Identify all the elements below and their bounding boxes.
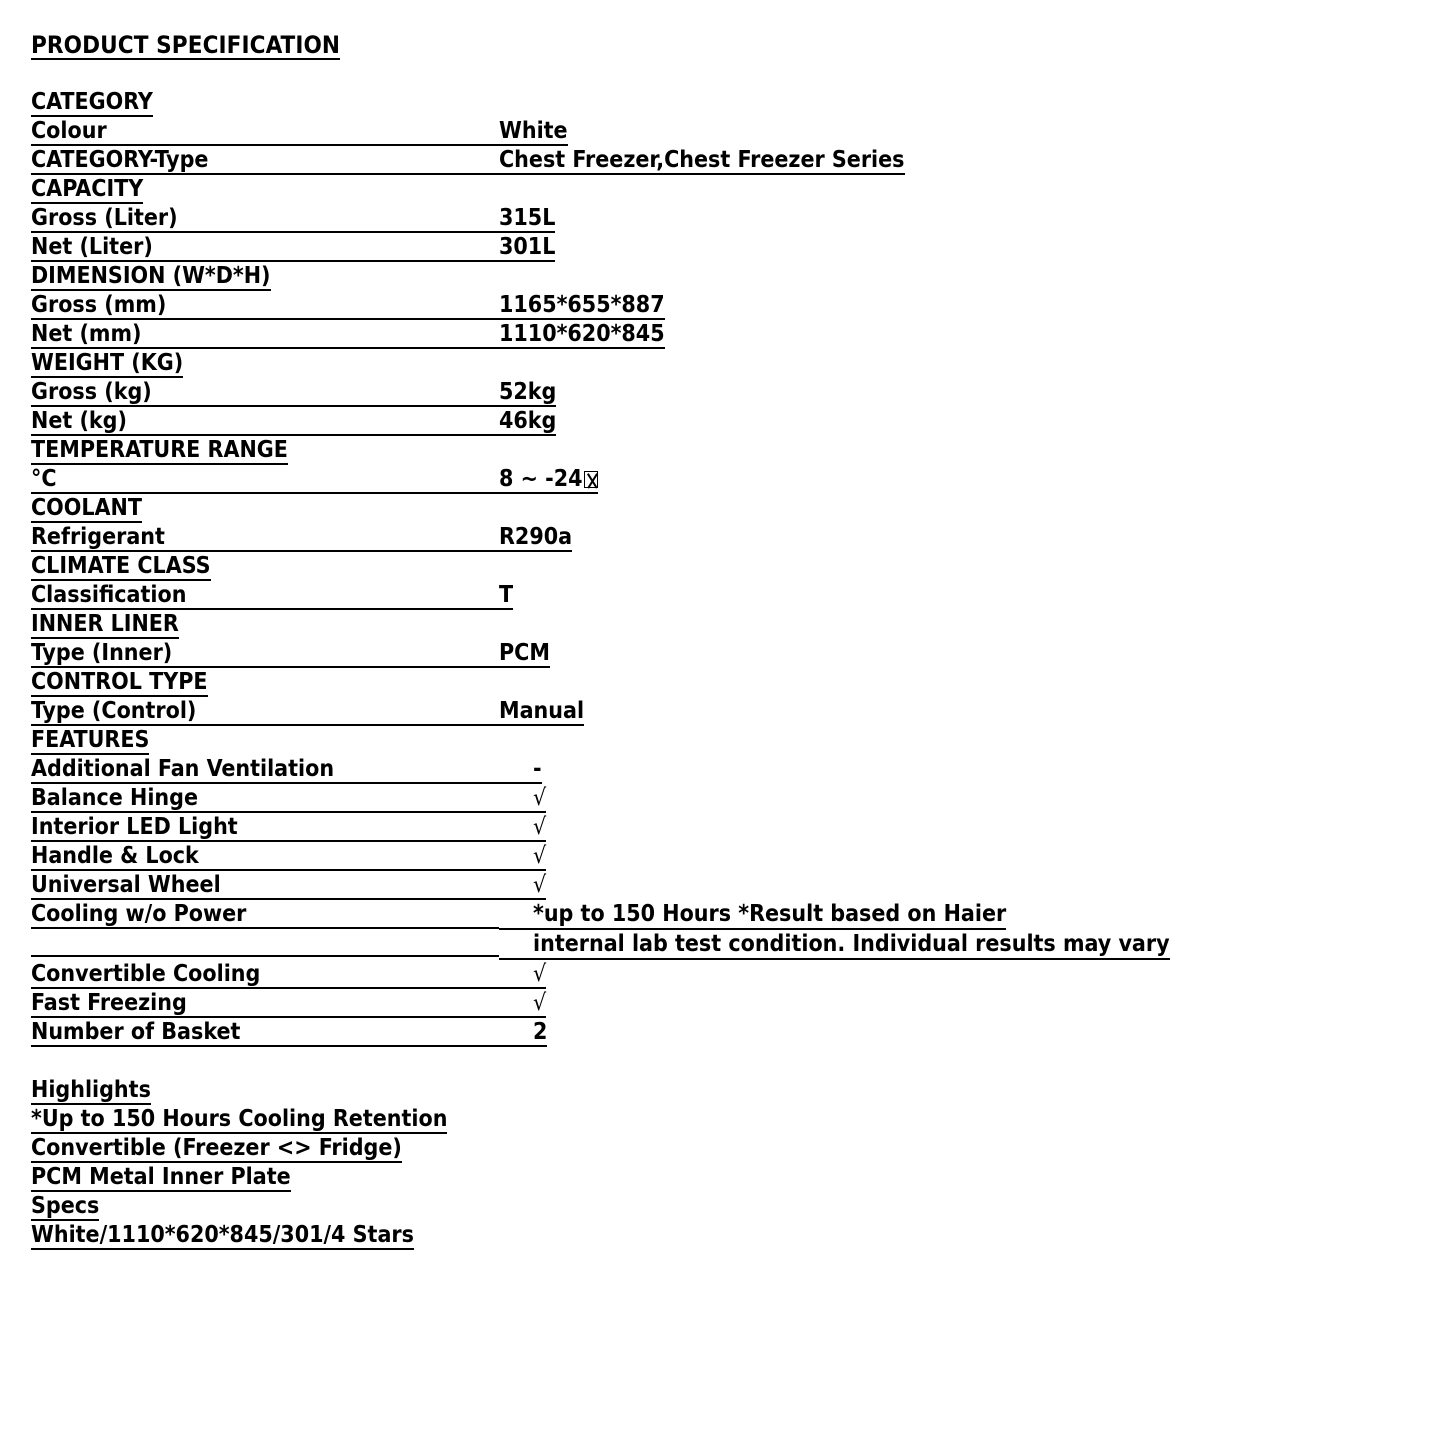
row-label-cell [31, 466, 499, 495]
table-row [31, 1019, 1206, 1048]
row-label: Colour [31, 118, 499, 146]
specs-heading: Specs [31, 1193, 100, 1219]
table-row [31, 872, 1206, 901]
row-value-cell [499, 408, 1206, 437]
row-value-cell [499, 1019, 1206, 1048]
row-value: Chest Freezer,Chest Freezer Series [499, 147, 905, 173]
row-value-check: √ [499, 814, 546, 842]
row-label: Net (mm) [31, 321, 499, 349]
row-label-cell [31, 321, 499, 350]
row-value: 2 [499, 1019, 547, 1047]
row-value-cell [499, 843, 1206, 872]
row-label-cell [31, 118, 499, 147]
row-label: Net (Liter) [31, 234, 499, 262]
row-value-cell [499, 961, 1206, 990]
row-value: Manual [499, 698, 585, 724]
row-label-cell [31, 640, 499, 669]
table-row [31, 756, 1206, 785]
section-header-value-cell [499, 176, 1206, 205]
table-row [31, 785, 1206, 814]
row-label-cell [31, 147, 499, 176]
specification-table [31, 89, 1206, 1048]
page-title [31, 32, 1411, 60]
table-row [31, 466, 1206, 495]
specs-section [31, 1193, 1411, 1251]
row-value: 46kg [499, 408, 557, 434]
row-label-cell [31, 961, 499, 990]
section-header-text: CATEGORY [31, 89, 153, 115]
row-label: Type (Inner) [31, 640, 499, 668]
section-header-value-cell [499, 350, 1206, 379]
row-label-cell [31, 698, 499, 727]
row-value-cell [499, 321, 1206, 350]
table-row [31, 990, 1206, 1019]
row-label-cell [31, 582, 499, 611]
row-label-cell [31, 408, 499, 437]
section-header-text: CONTROL TYPE [31, 669, 208, 695]
row-value: 1165*655*887 [499, 292, 665, 318]
row-value: - [499, 756, 542, 784]
row-label: Handle & Lock [31, 843, 499, 871]
row-label-cell [31, 205, 499, 234]
row-value-cell [499, 582, 1206, 611]
table-row [31, 147, 1206, 176]
row-value-cell [499, 785, 1206, 814]
section-header-row [31, 263, 1206, 292]
page-title-text: PRODUCT SPECIFICATION [31, 31, 341, 59]
section-header-row [31, 669, 1206, 698]
section-header-text: INNER LINER [31, 611, 179, 637]
section-header-cell [31, 611, 499, 640]
row-value-text: 8 ~ -24 [499, 466, 583, 492]
highlights-item-row [31, 1106, 1411, 1135]
table-row [31, 640, 1206, 669]
row-value-cell [499, 292, 1206, 321]
highlights-item-row [31, 1164, 1411, 1193]
row-label: CATEGORY-Type [31, 147, 499, 175]
row-value-line1: *up to 150 Hours *Result based on Haier [499, 901, 1006, 930]
section-header-text: CAPACITY [31, 176, 144, 202]
row-value-line2: internal lab test condition. Individual results may vary [499, 931, 1170, 960]
section-header-cell [31, 495, 499, 524]
section-header-row [31, 176, 1206, 205]
row-value-check: √ [499, 872, 546, 900]
row-value-check: √ [499, 785, 546, 813]
table-row [31, 582, 1206, 611]
row-label-continuation-rule [31, 929, 499, 957]
highlights-item: *Up to 150 Hours Cooling Retention [31, 1106, 448, 1132]
section-header-value-cell [499, 495, 1206, 524]
section-header-text: CLIMATE CLASS [31, 553, 211, 579]
section-header-cell [31, 669, 499, 698]
row-value-cell [499, 118, 1206, 147]
row-value: 315L [499, 205, 556, 231]
section-header-cell [31, 553, 499, 582]
row-label: Classification [31, 582, 499, 610]
row-label-cell [31, 1019, 499, 1048]
specs-item: White/1110*620*845/301/4 Stars [31, 1222, 414, 1248]
row-value: PCM [499, 640, 550, 666]
row-value: 1110*620*845 [499, 321, 665, 347]
row-label-cell [31, 814, 499, 843]
highlights-section [31, 1077, 1411, 1193]
highlights-heading: Highlights [31, 1077, 151, 1103]
row-value-cell [499, 466, 1206, 495]
section-header-cell [31, 437, 499, 466]
table-row [31, 961, 1206, 990]
row-label-cell [31, 379, 499, 408]
specs-item-row [31, 1222, 1411, 1251]
row-label-cell [31, 234, 499, 263]
section-header-text: TEMPERATURE RANGE [31, 437, 288, 463]
row-value-cell [499, 524, 1206, 553]
section-header-text: DIMENSION (W*D*H) [31, 263, 271, 289]
table-row [31, 292, 1206, 321]
row-label: Type (Control) [31, 698, 499, 726]
row-label: Refrigerant [31, 524, 499, 552]
row-value-cell [499, 698, 1206, 727]
row-label: Balance Hinge [31, 785, 499, 813]
section-header-value-cell [499, 437, 1206, 466]
section-header-value-cell [499, 89, 1206, 118]
section-header-row [31, 727, 1206, 756]
section-header-row [31, 553, 1206, 582]
table-row [31, 698, 1206, 727]
section-header-text: FEATURES [31, 727, 150, 753]
table-highlights-spacer [31, 1048, 1411, 1077]
section-header-row [31, 495, 1206, 524]
row-label: Fast Freezing [31, 990, 499, 1018]
row-value-cell [499, 234, 1206, 263]
row-label-cell [31, 292, 499, 321]
row-label: Gross (mm) [31, 292, 499, 320]
missing-glyph-icon [584, 471, 598, 488]
row-value-cell [499, 990, 1206, 1019]
section-header-row [31, 350, 1206, 379]
table-row [31, 843, 1206, 872]
row-label-cell [31, 843, 499, 872]
row-value: R290a [499, 524, 573, 550]
section-header-cell [31, 176, 499, 205]
row-label: Gross (Liter) [31, 205, 499, 233]
title-spacer [31, 60, 1411, 89]
table-row [31, 379, 1206, 408]
table-row [31, 205, 1206, 234]
specs-heading-row [31, 1193, 1411, 1222]
section-header-cell [31, 263, 499, 292]
row-value-temperature [499, 466, 598, 494]
table-row [31, 408, 1206, 437]
section-header-cell [31, 350, 499, 379]
row-value: 301L [499, 234, 556, 260]
section-header-value-cell [499, 669, 1206, 698]
table-row-multiline [31, 901, 1206, 961]
document-body [31, 32, 1411, 1251]
row-value-check: √ [499, 990, 546, 1018]
row-label-cell [31, 524, 499, 553]
row-label: Convertible Cooling [31, 961, 499, 989]
table-row [31, 118, 1206, 147]
row-value-cell [499, 147, 1206, 176]
table-row [31, 234, 1206, 263]
table-row [31, 321, 1206, 350]
row-value-check: √ [499, 961, 546, 989]
section-header-text: COOLANT [31, 495, 142, 521]
row-label: Net (kg) [31, 408, 499, 436]
row-value-cell [499, 640, 1206, 669]
section-header-row [31, 611, 1206, 640]
section-header-text: WEIGHT (KG) [31, 350, 184, 376]
row-value-cell [499, 814, 1206, 843]
highlights-item: PCM Metal Inner Plate [31, 1164, 291, 1190]
table-row [31, 814, 1206, 843]
row-label-cell [31, 990, 499, 1019]
section-header-cell [31, 89, 499, 118]
section-header-cell [31, 727, 499, 756]
row-label: Interior LED Light [31, 814, 499, 842]
row-label-cell [31, 872, 499, 901]
row-value-cell [499, 379, 1206, 408]
row-label-cell [31, 901, 499, 961]
row-label: Number of Basket [31, 1019, 499, 1047]
row-label-cell [31, 756, 499, 785]
section-header-value-cell [499, 263, 1206, 292]
row-value-cell [499, 901, 1206, 961]
table-row [31, 524, 1206, 553]
section-header-row [31, 89, 1206, 118]
highlights-item-row [31, 1135, 1411, 1164]
row-value-cell [499, 872, 1206, 901]
row-label: °C [31, 466, 499, 494]
highlights-heading-row [31, 1077, 1411, 1106]
row-value-cell [499, 756, 1206, 785]
row-label: Cooling w/o Power [31, 901, 499, 929]
row-value-cell [499, 205, 1206, 234]
row-value: T [499, 582, 514, 608]
highlights-item: Convertible (Freezer <> Fridge) [31, 1135, 402, 1161]
row-value-check: √ [499, 843, 546, 871]
row-label: Additional Fan Ventilation [31, 756, 499, 784]
section-header-row [31, 437, 1206, 466]
row-label-cell [31, 785, 499, 814]
section-header-value-cell [499, 611, 1206, 640]
row-value: 52kg [499, 379, 557, 405]
section-header-value-cell [499, 553, 1206, 582]
row-label: Gross (kg) [31, 379, 499, 407]
row-label: Universal Wheel [31, 872, 499, 900]
section-header-value-cell [499, 727, 1206, 756]
row-value: White [499, 118, 568, 144]
